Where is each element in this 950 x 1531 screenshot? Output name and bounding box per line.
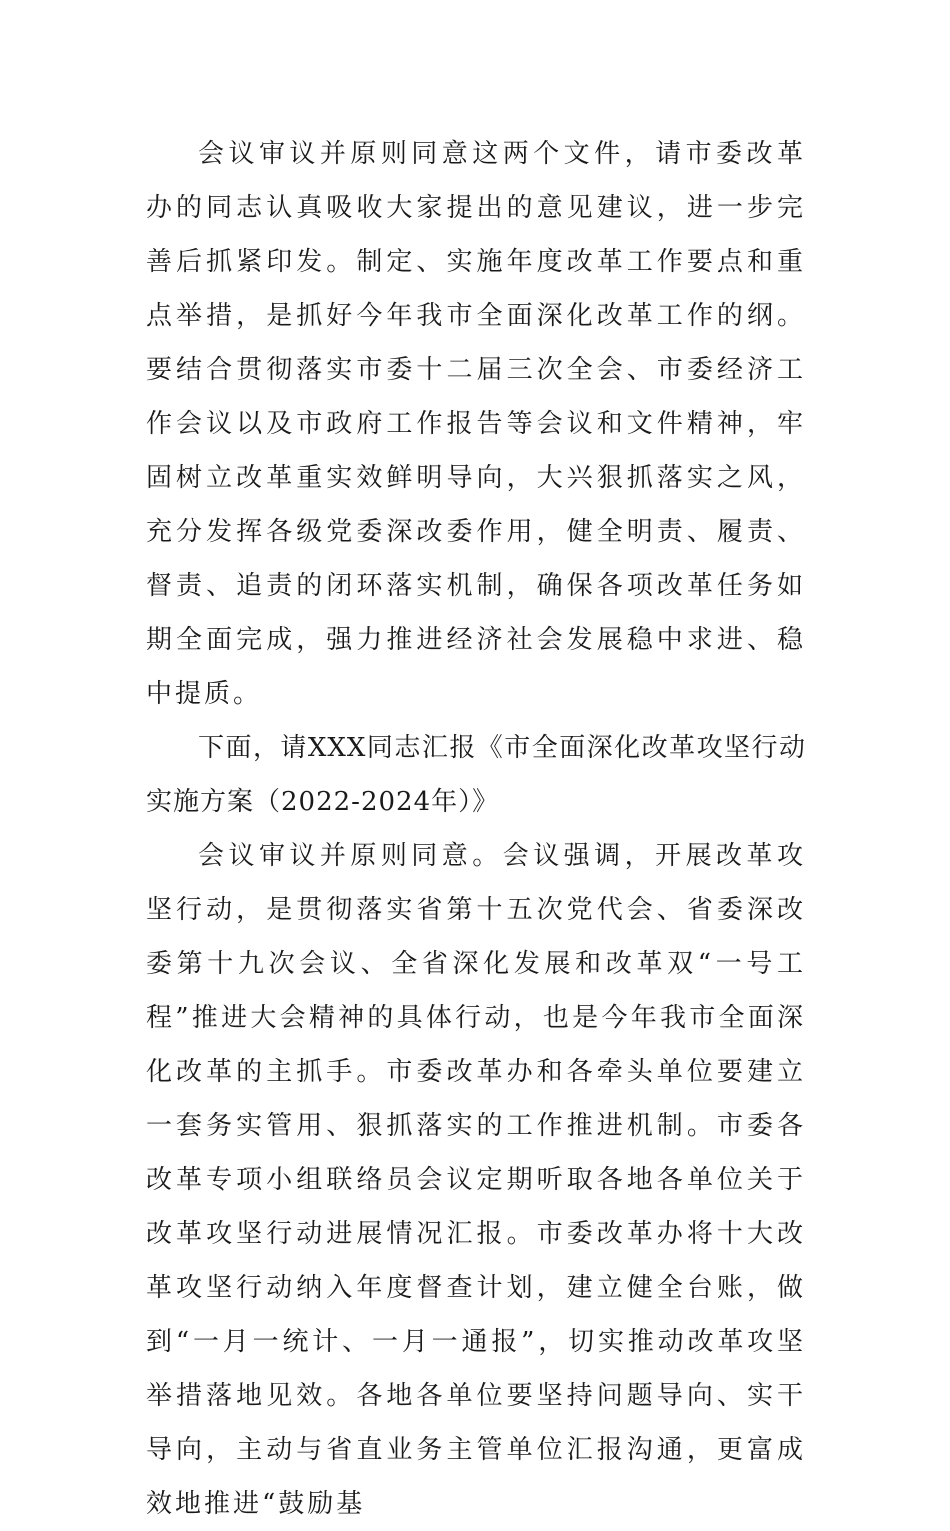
paragraph-reform-action: 会议审议并原则同意。会议强调，开展改革攻坚行动，是贯彻落实省第十五次党代会、省委深改委第十九次会议、全省深化发展和改革双“一号工程”推进大会精神的具体行动，也是今年我市全面深化改革的主抓手。市委改革办和各牵头单位要建立一套务实管用、狠抓落实的工作推进机制。市委各改革专项小组联络员会议定期听取各地各单位关于改革攻坚行动进展情况汇报。市委改革办将十大改革攻坚行动纳入年度督查计划，建立健全台账，做到“一月一统计、一月一通报”，切实推动改革攻坚举措落地见效。各地各单位要坚持问题导向、实干导向，主动与省直业务主管单位汇报沟通，更富成效地推进“鼓励基 bbox=[146, 841, 806, 1519]
paragraph-review-documents: 会议审议并原则同意这两个文件，请市委改革办的同志认真吸收大家提出的意见建议，进一步完善后抓紧印发。制定、实施年度改革工作要点和重点举措，是抓好今年我市全面深化改革工作的纲。要结合贯彻落实市委十二届三次全会、市委经济工作会议以及市政府工作报告等会议和文件精神，牢固树立改革重实效鲜明导向，大兴狠抓落实之风，充分发挥各级党委深改委作用，健全明责、履责、督责、追责的闭环落实机制，确保各项改革任务如期全面完成，强力推进经济社会发展稳中求进、稳中提质。 bbox=[146, 139, 806, 709]
paragraph-report-announcement: 下面，请XXX同志汇报《市全面深化改革攻坚行动实施方案（2022-2024年）》 bbox=[146, 733, 806, 817]
document-body bbox=[146, 127, 806, 1531]
